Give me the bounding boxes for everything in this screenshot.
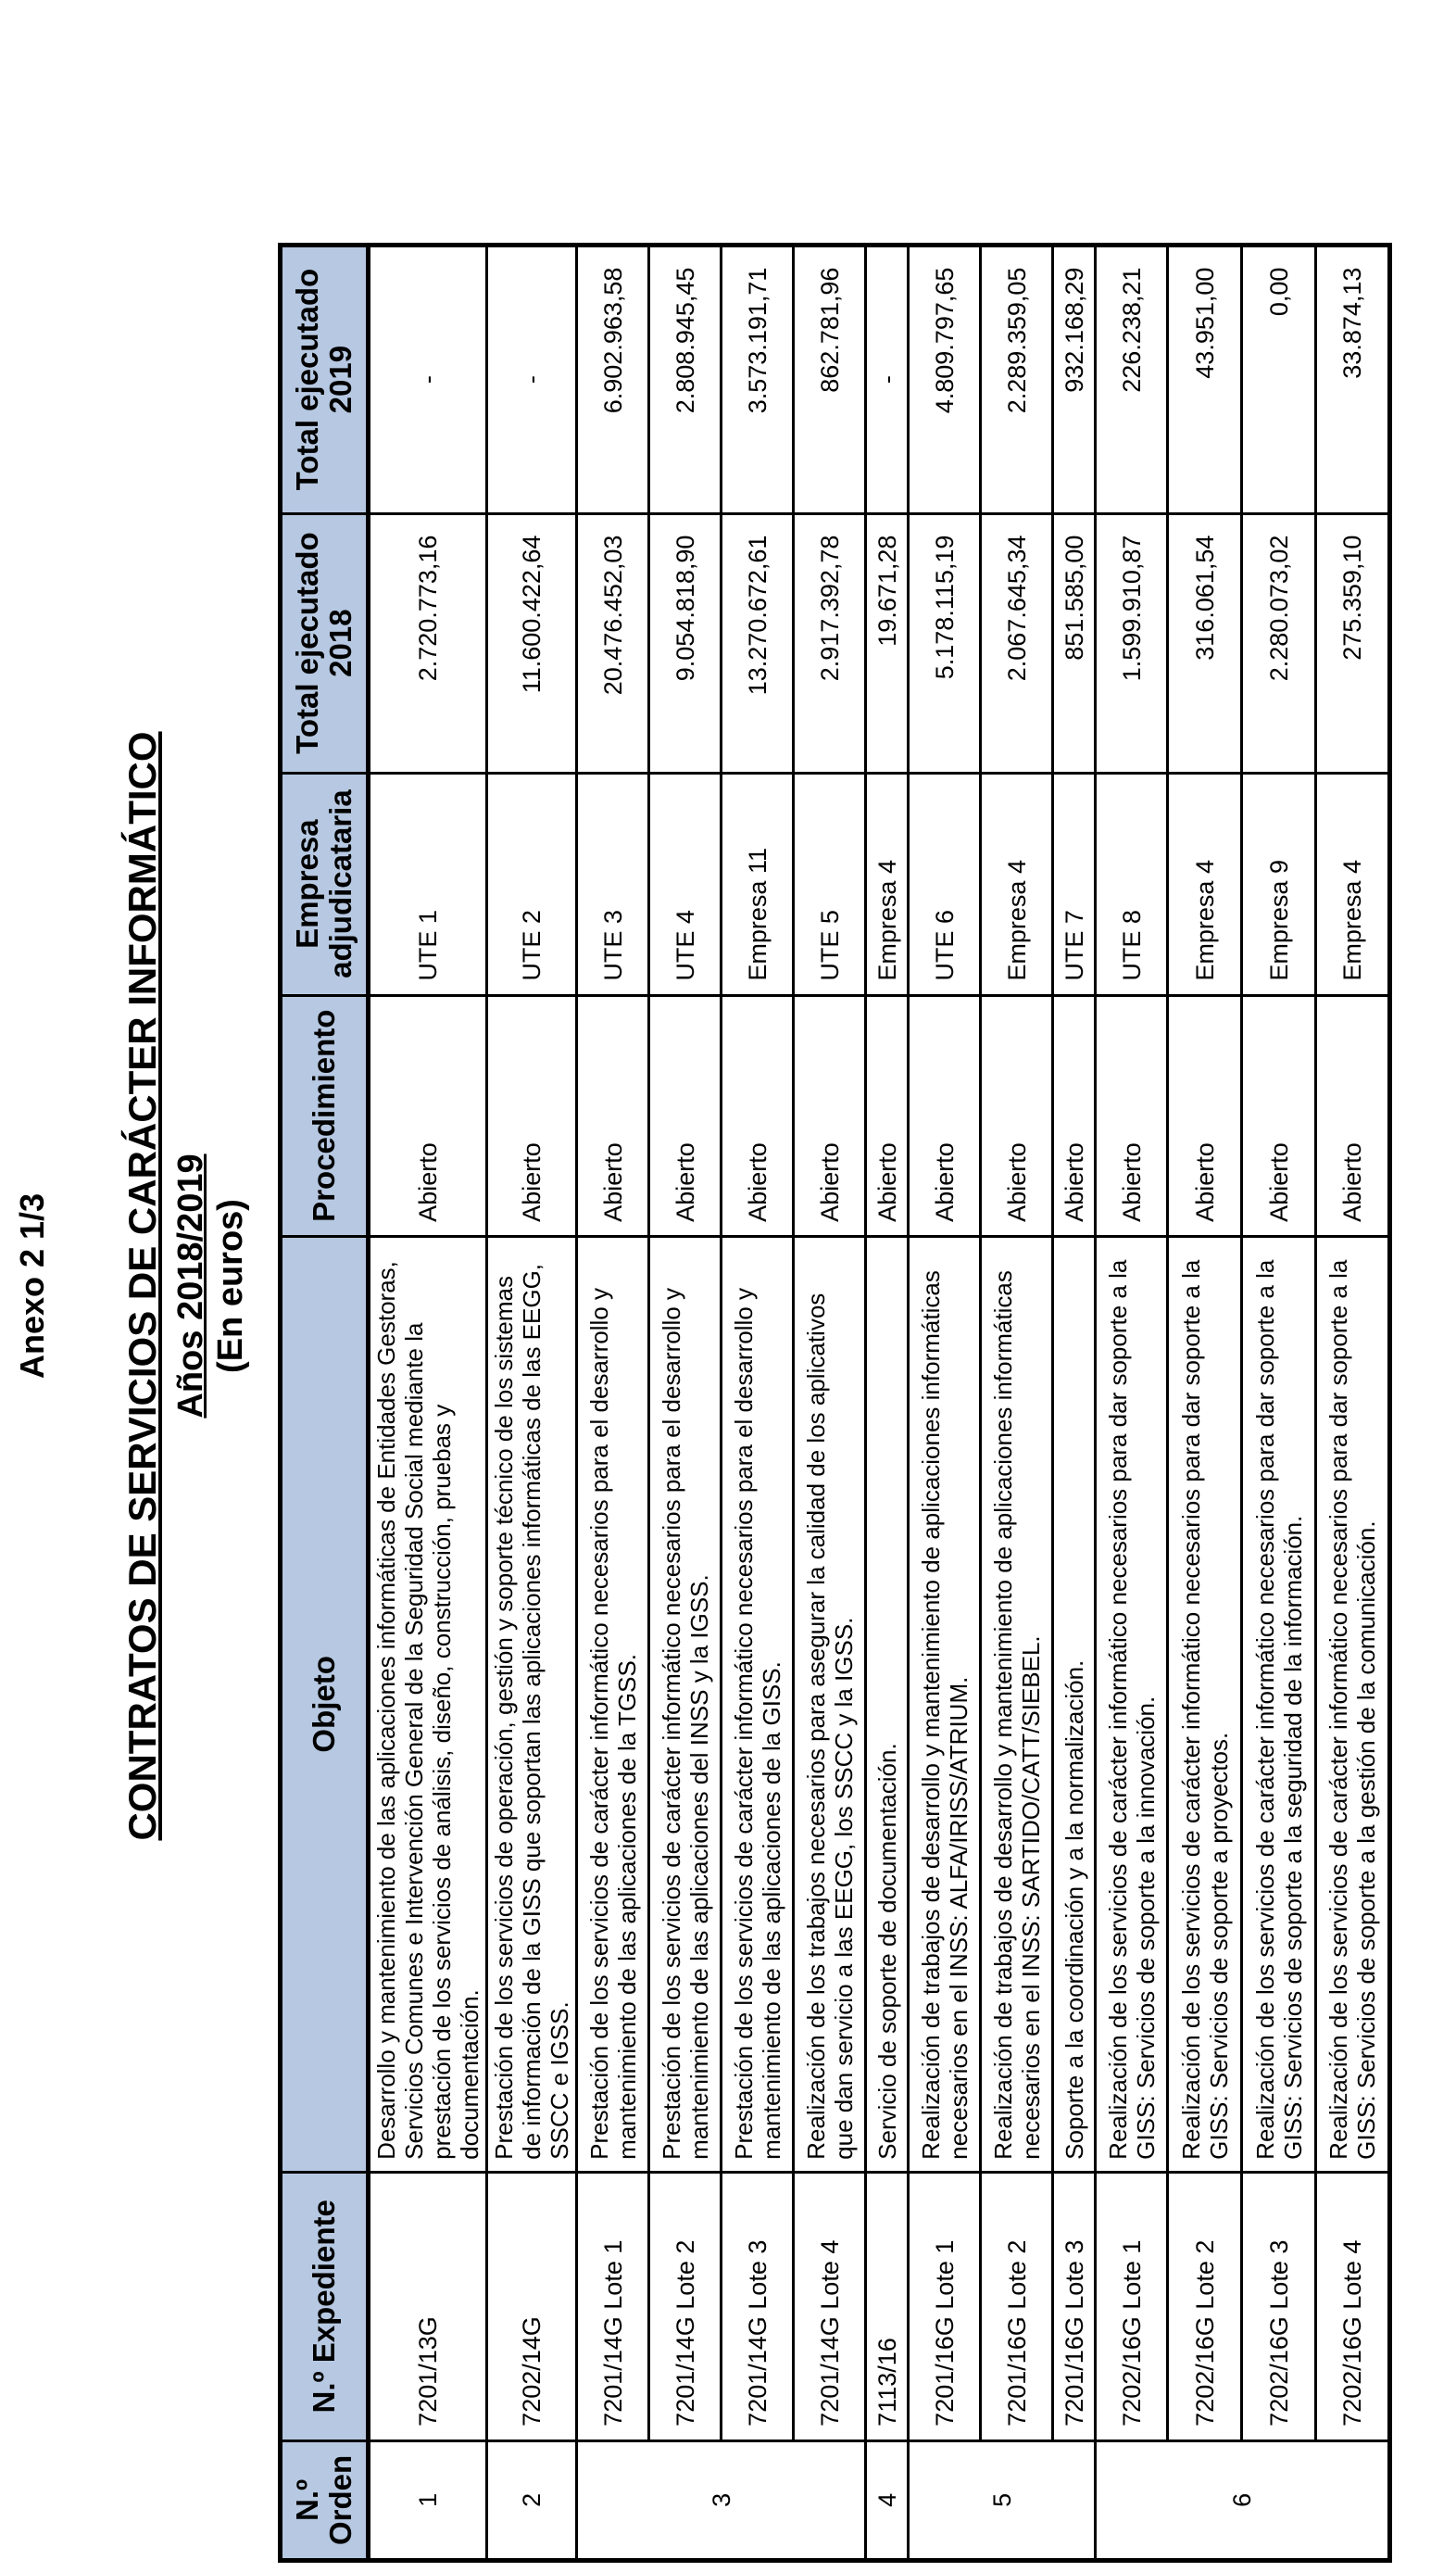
procedimiento-cell: Abierto (1316, 995, 1390, 1236)
table-row (1168, 245, 1242, 2560)
total-2019-cell: - (866, 245, 909, 513)
empresa-cell: Empresa 11 (722, 773, 794, 995)
orden-cell: 4 (866, 2440, 909, 2560)
objeto-cell: Realización de trabajos de desarrollo y mantenimiento de aplicaciones informáticas necesarios en el INSS: ALFA/IRISS/ATRIUM. (909, 1236, 981, 2172)
empresa-cell: UTE 8 (1096, 773, 1168, 995)
expediente-cell: 7201/14G Lote 1 (577, 2172, 649, 2440)
table-row (1053, 245, 1096, 2560)
table-row (909, 245, 981, 2560)
empresa-cell: UTE 1 (369, 773, 487, 995)
empresa-cell: UTE 3 (577, 773, 649, 995)
table-row (577, 245, 649, 2560)
total-2018-cell: 275.359,10 (1316, 513, 1390, 773)
table-row (1096, 245, 1168, 2560)
total-2019-cell: 2.289.359,05 (981, 245, 1053, 513)
total-2019-cell: 3.573.191,71 (722, 245, 794, 513)
total-2019-cell: 43.951,00 (1168, 245, 1242, 513)
procedimiento-cell: Abierto (1053, 995, 1096, 1236)
total-2018-cell: 2.067.645,34 (981, 513, 1053, 773)
total-2018-cell: 2.280.073,02 (1242, 513, 1316, 773)
table-row (1242, 245, 1316, 2560)
expediente-cell: 7201/14G Lote 4 (794, 2172, 866, 2440)
total-2018-cell: 316.061,54 (1168, 513, 1242, 773)
procedimiento-cell: Abierto (649, 995, 722, 1236)
total-2019-cell: 226.238,21 (1096, 245, 1168, 513)
objeto-cell: Realización de los servicios de carácter informático necesarios para dar soporte a la GISS: Servicios de soporte a la gestión de la comunicación. (1316, 1236, 1390, 2172)
document-title: CONTRATOS DE SERVICIOS DE CARÁCTER INFORMÁTICO (120, 731, 164, 1841)
expediente-cell: 7201/13G (369, 2172, 487, 2440)
procedimiento-cell: Abierto (794, 995, 866, 1236)
objeto-cell: Prestación de los servicios de carácter informático necesarios para el desarrollo y mantenimiento de las aplicaciones del INSS y la IGSS. (649, 1236, 722, 2172)
total-2018-cell: 2.720.773,16 (369, 513, 487, 773)
procedimiento-cell: Abierto (487, 995, 577, 1236)
orden-cell: 3 (577, 2440, 866, 2560)
orden-cell: 6 (1096, 2440, 1390, 2560)
table-row (487, 245, 577, 2560)
expediente-cell: 7202/16G Lote 1 (1096, 2172, 1168, 2440)
total-2019-cell: 862.781,96 (794, 245, 866, 513)
header-objeto: Objeto (281, 1236, 369, 2172)
total-2018-cell: 851.585,00 (1053, 513, 1096, 773)
empresa-cell: UTE 7 (1053, 773, 1096, 995)
empresa-cell: Empresa 9 (1242, 773, 1316, 995)
objeto-cell: Realización de los servicios de carácter informático necesarios para dar soporte a la GISS: Servicios de soporte a la seguridad de la información. (1242, 1236, 1316, 2172)
procedimiento-cell: Abierto (369, 995, 487, 1236)
expediente-cell: 7113/16 (866, 2172, 909, 2440)
objeto-cell: Realización de trabajos de desarrollo y mantenimiento de aplicaciones informáticas necesarios en el INSS: SARTIDO/CATT/SIEBEL. (981, 1236, 1053, 2172)
procedimiento-cell: Abierto (1242, 995, 1316, 1236)
header-expediente: N.º Expediente (281, 2172, 369, 2440)
total-2019-cell: 0,00 (1242, 245, 1316, 513)
expediente-cell: 7202/16G Lote 2 (1168, 2172, 1242, 2440)
table-row (1316, 245, 1390, 2560)
table-row (794, 245, 866, 2560)
total-2018-cell: 1.599.910,87 (1096, 513, 1168, 773)
objeto-cell: Soporte a la coordinación y a la normalización. (1053, 1236, 1096, 2172)
header-empresa: Empresa adjudicataria (281, 773, 369, 995)
expediente-cell: 7202/16G Lote 4 (1316, 2172, 1390, 2440)
table-row (866, 245, 909, 2560)
years-subtitle: Años 2018/2019 (171, 1154, 210, 1418)
total-2019-cell: 4.809.797,65 (909, 245, 981, 513)
procedimiento-cell: Abierto (1168, 995, 1242, 1236)
total-2018-cell: 9.054.818,90 (649, 513, 722, 773)
total-2018-cell: 19.671,28 (866, 513, 909, 773)
objeto-cell: Prestación de los servicios de carácter informático necesarios para el desarrollo y mantenimiento de las aplicaciones de la TGSS. (577, 1236, 649, 2172)
header-total-2018: Total ejecutado 2018 (281, 513, 369, 773)
total-2019-cell: - (369, 245, 487, 513)
total-2018-cell: 13.270.672,61 (722, 513, 794, 773)
expediente-cell: 7201/16G Lote 3 (1053, 2172, 1096, 2440)
objeto-cell: Prestación de los servicios de carácter informático necesarios para el desarrollo y mantenimiento de las aplicaciones de la GISS. (722, 1236, 794, 2172)
procedimiento-cell: Abierto (981, 995, 1053, 1236)
total-2018-cell: 11.600.422,64 (487, 513, 577, 773)
total-2019-cell: 2.808.945,45 (649, 245, 722, 513)
total-2019-cell: 932.168,29 (1053, 245, 1096, 513)
units-subtitle: (En euros) (211, 1199, 250, 1373)
empresa-cell: Empresa 4 (981, 773, 1053, 995)
expediente-cell: 7201/16G Lote 1 (909, 2172, 981, 2440)
total-2019-cell: 33.874,13 (1316, 245, 1390, 513)
orden-cell: 1 (369, 2440, 487, 2560)
objeto-cell: Desarrollo y mantenimiento de las aplicaciones informáticas de Entidades Gestoras, Servicios Comunes e Intervención General de la Seguridad Social mediante la prestación de los servicios de análisis, diseño, construcción, pruebas y documentación. (369, 1236, 487, 2172)
empresa-cell: UTE 6 (909, 773, 981, 995)
table-header-row (281, 245, 369, 2560)
procedimiento-cell: Abierto (577, 995, 649, 1236)
total-2019-cell: - (487, 245, 577, 513)
total-2019-cell: 6.902.963,58 (577, 245, 649, 513)
table-row (649, 245, 722, 2560)
empresa-cell: Empresa 4 (866, 773, 909, 995)
objeto-cell: Servicio de soporte de documentación. (866, 1236, 909, 2172)
empresa-cell: Empresa 4 (1168, 773, 1242, 995)
procedimiento-cell: Abierto (722, 995, 794, 1236)
objeto-cell: Realización de los servicios de carácter informático necesarios para dar soporte a la GISS: Servicios de soporte a la innovación. (1096, 1236, 1168, 2172)
procedimiento-cell: Abierto (866, 995, 909, 1236)
table-row (981, 245, 1053, 2560)
expediente-cell: 7201/16G Lote 2 (981, 2172, 1053, 2440)
empresa-cell: UTE 5 (794, 773, 866, 995)
table-row (722, 245, 794, 2560)
contracts-table (278, 243, 1392, 2563)
objeto-cell: Realización de los trabajos necesarios para asegurar la calidad de los aplicativos que dan servicio a las EEGG, los SSCC y la IGSS. (794, 1236, 866, 2172)
total-2018-cell: 5.178.115,19 (909, 513, 981, 773)
expediente-cell: 7202/16G Lote 3 (1242, 2172, 1316, 2440)
expediente-cell: 7201/14G Lote 2 (649, 2172, 722, 2440)
objeto-cell: Realización de los servicios de carácter informático necesarios para dar soporte a la GISS: Servicios de soporte a proyectos. (1168, 1236, 1242, 2172)
objeto-cell: Prestación de los servicios de operación, gestión y soporte técnico de los sistemas de información de la GISS que soportan las aplicaciones informáticas de las EEGG, SSCC e IGSS. (487, 1236, 577, 2172)
empresa-cell: UTE 4 (649, 773, 722, 995)
total-2018-cell: 20.476.452,03 (577, 513, 649, 773)
orden-cell: 5 (909, 2440, 1096, 2560)
empresa-cell: Empresa 4 (1316, 773, 1390, 995)
procedimiento-cell: Abierto (909, 995, 981, 1236)
expediente-cell: 7201/14G Lote 3 (722, 2172, 794, 2440)
header-total-2019: Total ejecutado 2019 (281, 245, 369, 513)
expediente-cell: 7202/14G (487, 2172, 577, 2440)
empresa-cell: UTE 2 (487, 773, 577, 995)
orden-cell: 2 (487, 2440, 577, 2560)
header-procedimiento: Procedimiento (281, 995, 369, 1236)
table-row (369, 245, 487, 2560)
procedimiento-cell: Abierto (1096, 995, 1168, 1236)
total-2018-cell: 2.917.392,78 (794, 513, 866, 773)
annex-label: Anexo 2 1/3 (13, 1192, 51, 1380)
header-orden: N.º Orden (281, 2440, 369, 2560)
